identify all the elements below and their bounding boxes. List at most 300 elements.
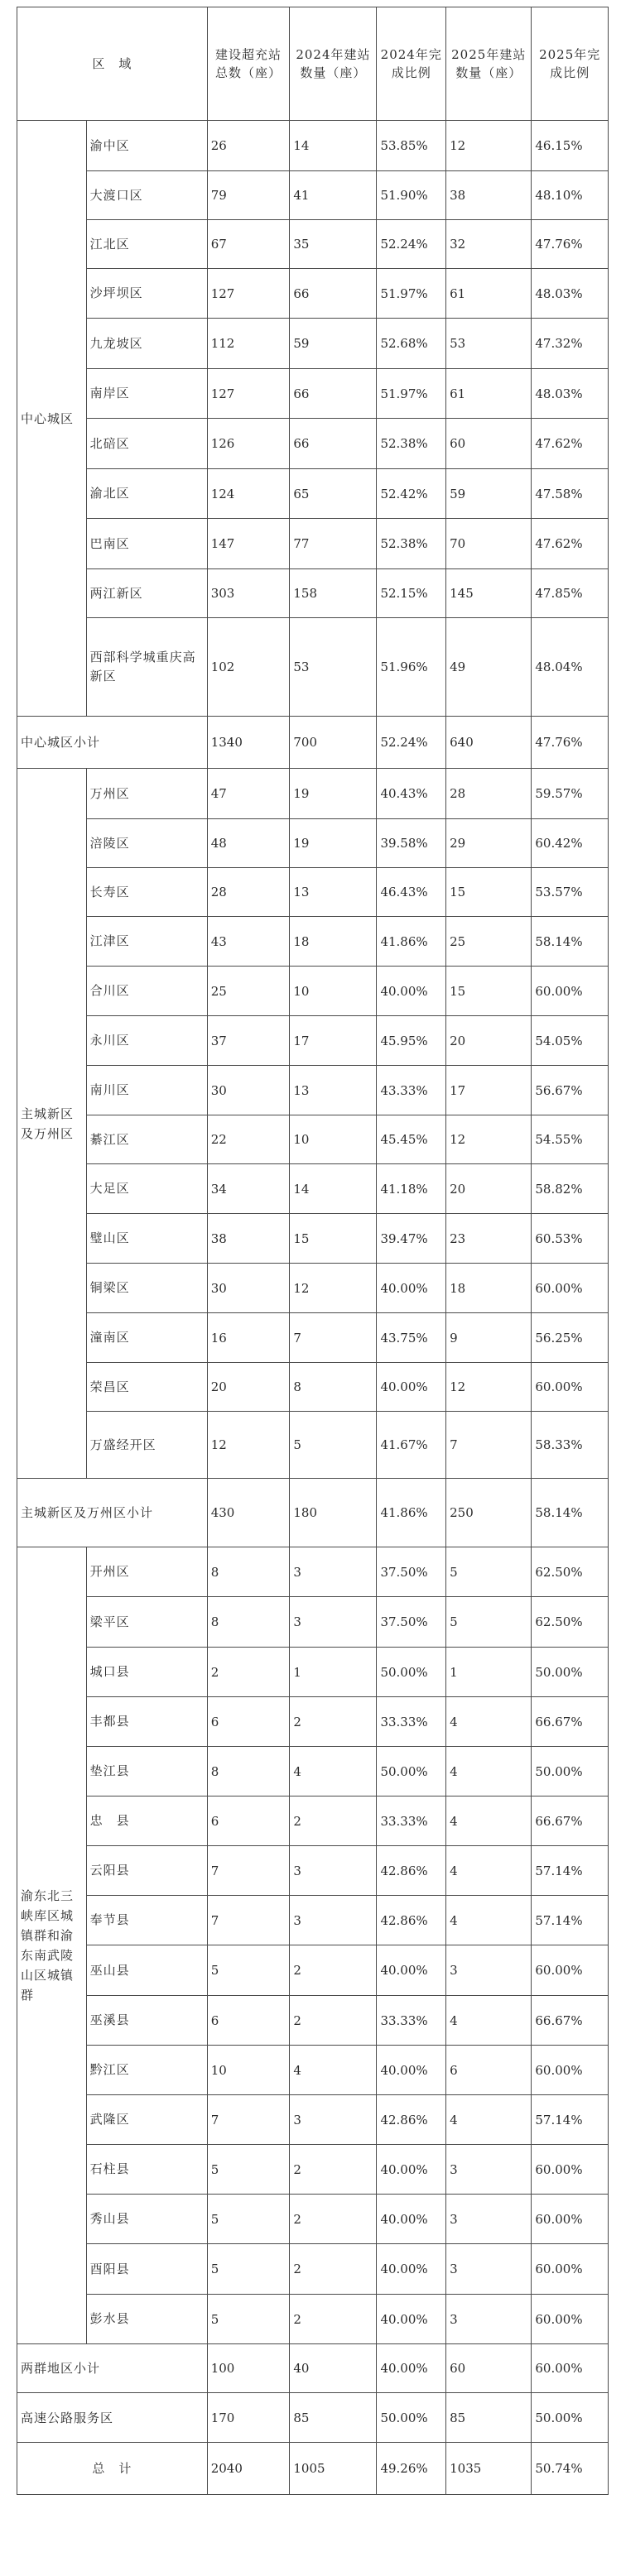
cell-y2025: 1035 [446,2443,532,2495]
cell-y2024: 59 [290,319,377,369]
district-cell: 黔江区 [86,2046,207,2095]
cell-r2024: 42.86% [377,1896,446,1945]
highway-row-label: 高速公路服务区 [17,2393,208,2443]
table-row [17,917,609,967]
cell-total: 12 [207,1412,290,1479]
table-row [17,2046,609,2095]
header-row [17,7,609,121]
district-cell: 云阳县 [86,1846,207,1896]
cell-total: 22 [207,1115,290,1164]
cell-total: 5 [207,1945,290,1996]
region-cell: 主城新区及万州区 [17,769,87,1479]
cell-r2025: 48.03% [532,369,609,419]
cell-y2025: 4 [446,1996,532,2046]
cell-y2025: 60 [446,2344,532,2393]
cell-total: 5 [207,2244,290,2295]
cell-r2024: 39.47% [377,1214,446,1264]
cell-r2025: 57.14% [532,2095,609,2145]
subtotal-row [17,2344,609,2393]
district-cell: 大足区 [86,1164,207,1214]
cell-y2024: 3 [290,1547,377,1597]
district-cell: 涪陵区 [86,819,207,868]
cell-y2025: 12 [446,1115,532,1164]
header-built-2025: 2025年建站数量（座） [446,7,532,121]
cell-y2024: 700 [290,717,377,769]
cell-total: 430 [207,1479,290,1547]
cell-y2025: 17 [446,1066,532,1115]
cell-y2025: 7 [446,1412,532,1479]
cell-r2025: 62.50% [532,1547,609,1597]
cell-y2025: 61 [446,269,532,319]
cell-y2025: 85 [446,2393,532,2443]
cell-y2024: 2 [290,1945,377,1996]
cell-y2024: 2 [290,1796,377,1846]
cell-r2025: 60.00% [532,2344,609,2393]
cell-r2024: 33.33% [377,1796,446,1846]
cell-r2025: 50.00% [532,1648,609,1697]
table-row [17,1547,609,1597]
cell-y2024: 66 [290,419,377,469]
cell-r2025: 66.67% [532,1796,609,1846]
table-row [17,1796,609,1846]
cell-total: 102 [207,618,290,717]
cell-y2024: 41 [290,171,377,220]
cell-r2025: 58.14% [532,1479,609,1547]
cell-total: 303 [207,569,290,618]
cell-y2024: 13 [290,868,377,917]
cell-r2025: 46.15% [532,121,609,171]
subtotal-label: 两群地区小计 [17,2344,208,2393]
table-row [17,2145,609,2195]
table-row [17,269,609,319]
cell-y2025: 12 [446,1363,532,1412]
cell-total: 47 [207,769,290,819]
cell-y2025: 38 [446,171,532,220]
cell-r2024: 42.86% [377,2095,446,2145]
cell-y2024: 3 [290,1597,377,1648]
cell-r2025: 60.00% [532,2195,609,2244]
cell-total: 5 [207,2145,290,2195]
cell-total: 16 [207,1313,290,1363]
cell-y2025: 5 [446,1547,532,1597]
header-ratio-2025: 2025年完成比例 [532,7,609,121]
district-cell: 合川区 [86,967,207,1016]
cell-y2024: 2 [290,2244,377,2295]
cell-r2024: 40.00% [377,2195,446,2244]
cell-y2024: 19 [290,769,377,819]
cell-y2025: 1 [446,1648,532,1697]
district-cell: 酉阳县 [86,2244,207,2295]
cell-y2024: 8 [290,1363,377,1412]
cell-y2025: 29 [446,819,532,868]
cell-y2024: 1005 [290,2443,377,2495]
header-region: 区 域 [17,7,208,121]
cell-y2025: 70 [446,519,532,569]
district-cell: 西部科学城重庆高新区 [86,618,207,717]
cell-r2024: 40.00% [377,2046,446,2095]
district-cell: 忠 县 [86,1796,207,1846]
cell-r2025: 60.00% [532,1264,609,1313]
cell-r2025: 57.14% [532,1896,609,1945]
district-cell: 九龙坡区 [86,319,207,369]
district-cell: 铜梁区 [86,1264,207,1313]
district-cell: 武隆区 [86,2095,207,2145]
cell-total: 30 [207,1264,290,1313]
cell-r2025: 60.00% [532,1363,609,1412]
cell-total: 1340 [207,717,290,769]
cell-y2025: 3 [446,2145,532,2195]
cell-total: 2040 [207,2443,290,2495]
cell-total: 7 [207,1896,290,1945]
cell-r2025: 58.33% [532,1412,609,1479]
cell-r2024: 50.00% [377,2393,446,2443]
district-cell: 梁平区 [86,1597,207,1648]
cell-y2024: 10 [290,967,377,1016]
cell-total: 6 [207,1697,290,1747]
cell-y2024: 35 [290,220,377,269]
cell-total: 7 [207,1846,290,1896]
cell-y2024: 5 [290,1412,377,1479]
table-row [17,121,609,171]
district-cell: 城口县 [86,1648,207,1697]
cell-total: 6 [207,1796,290,1846]
cell-r2025: 60.00% [532,2295,609,2344]
cell-total: 7 [207,2095,290,2145]
region-cell: 渝东北三峡库区城镇群和渝东南武陵山区城镇群 [17,1547,87,2344]
district-cell: 丰都县 [86,1697,207,1747]
cell-y2024: 13 [290,1066,377,1115]
cell-y2025: 145 [446,569,532,618]
district-cell: 巫山县 [86,1945,207,1996]
cell-total: 30 [207,1066,290,1115]
cell-total: 43 [207,917,290,967]
cell-y2025: 20 [446,1016,532,1066]
cell-total: 48 [207,819,290,868]
cell-r2024: 52.42% [377,469,446,519]
table-row [17,419,609,469]
district-cell: 彭水县 [86,2295,207,2344]
district-cell: 奉节县 [86,1896,207,1945]
cell-r2024: 52.24% [377,220,446,269]
table-row [17,1846,609,1896]
cell-r2025: 60.00% [532,967,609,1016]
table-row [17,1214,609,1264]
table-row [17,1264,609,1313]
table-row [17,1066,609,1115]
header-ratio-2024: 2024年完成比例 [377,7,446,121]
charging-station-table [17,7,609,2495]
cell-total: 20 [207,1363,290,1412]
cell-r2024: 45.45% [377,1115,446,1164]
cell-y2024: 65 [290,469,377,519]
cell-r2024: 50.00% [377,1648,446,1697]
cell-total: 8 [207,1747,290,1796]
cell-r2025: 58.14% [532,917,609,967]
cell-r2025: 48.04% [532,618,609,717]
cell-r2025: 60.00% [532,2145,609,2195]
cell-r2025: 47.62% [532,419,609,469]
cell-r2025: 60.00% [532,2046,609,2095]
cell-r2024: 52.38% [377,419,446,469]
cell-y2025: 5 [446,1597,532,1648]
cell-total: 126 [207,419,290,469]
table-row [17,1945,609,1996]
cell-r2024: 52.68% [377,319,446,369]
district-cell: 江北区 [86,220,207,269]
cell-r2025: 48.03% [532,269,609,319]
cell-total: 37 [207,1016,290,1066]
table-row [17,1412,609,1479]
district-cell: 綦江区 [86,1115,207,1164]
cell-r2024: 50.00% [377,1747,446,1796]
cell-r2025: 56.67% [532,1066,609,1115]
cell-total: 124 [207,469,290,519]
subtotal-label: 中心城区小计 [17,717,208,769]
cell-r2025: 56.25% [532,1313,609,1363]
cell-r2025: 47.32% [532,319,609,369]
district-cell: 万州区 [86,769,207,819]
cell-y2024: 14 [290,121,377,171]
cell-r2025: 54.05% [532,1016,609,1066]
district-cell: 垫江县 [86,1747,207,1796]
cell-total: 67 [207,220,290,269]
district-cell: 南川区 [86,1066,207,1115]
cell-r2024: 40.00% [377,1363,446,1412]
district-cell: 渝北区 [86,469,207,519]
cell-total: 100 [207,2344,290,2393]
district-cell: 江津区 [86,917,207,967]
cell-total: 112 [207,319,290,369]
cell-r2024: 40.00% [377,2344,446,2393]
cell-y2025: 3 [446,2244,532,2295]
cell-r2024: 53.85% [377,121,446,171]
table-row [17,319,609,369]
cell-y2024: 158 [290,569,377,618]
cell-y2025: 53 [446,319,532,369]
table-row [17,868,609,917]
cell-y2024: 2 [290,2195,377,2244]
cell-y2024: 53 [290,618,377,717]
cell-r2024: 52.24% [377,717,446,769]
cell-r2025: 60.00% [532,1945,609,1996]
cell-total: 28 [207,868,290,917]
cell-r2024: 41.86% [377,917,446,967]
table-row [17,1115,609,1164]
cell-r2024: 52.15% [377,569,446,618]
cell-total: 79 [207,171,290,220]
cell-r2025: 60.00% [532,2244,609,2295]
highway-row [17,2393,609,2443]
cell-y2024: 40 [290,2344,377,2393]
cell-r2025: 50.00% [532,2393,609,2443]
table-row [17,967,609,1016]
cell-y2024: 3 [290,1846,377,1896]
district-cell: 巫溪县 [86,1996,207,2046]
cell-y2024: 85 [290,2393,377,2443]
cell-total: 127 [207,269,290,319]
cell-r2024: 51.96% [377,618,446,717]
cell-total: 8 [207,1547,290,1597]
cell-y2024: 2 [290,2295,377,2344]
cell-y2024: 66 [290,269,377,319]
cell-r2024: 40.00% [377,967,446,1016]
table-row [17,618,609,717]
cell-r2025: 58.82% [532,1164,609,1214]
cell-y2024: 17 [290,1016,377,1066]
cell-r2025: 66.67% [532,1697,609,1747]
table-row [17,1164,609,1214]
table-row [17,1597,609,1648]
cell-y2025: 25 [446,917,532,967]
table-row [17,1896,609,1945]
cell-total: 170 [207,2393,290,2443]
cell-r2024: 39.58% [377,819,446,868]
cell-r2024: 51.97% [377,269,446,319]
header-built-2024: 2024年建站数量（座） [290,7,377,121]
cell-r2025: 47.76% [532,220,609,269]
header-total-stations: 建设超充站总数（座） [207,7,290,121]
cell-y2025: 4 [446,1747,532,1796]
cell-r2024: 40.00% [377,2145,446,2195]
cell-r2025: 50.00% [532,1747,609,1796]
cell-y2024: 4 [290,2046,377,2095]
table-row [17,2244,609,2295]
cell-r2024: 45.95% [377,1016,446,1066]
cell-y2025: 640 [446,717,532,769]
district-cell: 秀山县 [86,2195,207,2244]
cell-r2024: 40.43% [377,769,446,819]
cell-total: 5 [207,2195,290,2244]
cell-r2025: 54.55% [532,1115,609,1164]
district-cell: 永川区 [86,1016,207,1066]
cell-y2025: 4 [446,1896,532,1945]
cell-total: 10 [207,2046,290,2095]
cell-y2024: 7 [290,1313,377,1363]
table-row [17,469,609,519]
cell-r2024: 40.00% [377,2244,446,2295]
subtotal-row [17,1479,609,1547]
cell-r2025: 60.53% [532,1214,609,1264]
table-row [17,2295,609,2344]
cell-r2025: 60.42% [532,819,609,868]
cell-total: 127 [207,369,290,419]
district-cell: 两江新区 [86,569,207,618]
district-cell: 石柱县 [86,2145,207,2195]
cell-r2025: 47.85% [532,569,609,618]
table-row [17,1747,609,1796]
cell-y2025: 12 [446,121,532,171]
cell-y2025: 3 [446,1945,532,1996]
cell-r2024: 40.00% [377,1945,446,1996]
cell-y2024: 15 [290,1214,377,1264]
cell-y2024: 4 [290,1747,377,1796]
cell-r2024: 41.67% [377,1412,446,1479]
cell-y2025: 20 [446,1164,532,1214]
cell-y2025: 32 [446,220,532,269]
cell-y2025: 4 [446,1697,532,1747]
cell-r2024: 51.90% [377,171,446,220]
table-row [17,1648,609,1697]
cell-r2024: 43.33% [377,1066,446,1115]
district-cell: 荣昌区 [86,1363,207,1412]
cell-y2024: 2 [290,1697,377,1747]
cell-r2024: 37.50% [377,1547,446,1597]
cell-r2025: 66.67% [532,1996,609,2046]
grand-total-row-label: 总 计 [17,2443,208,2495]
cell-r2025: 50.74% [532,2443,609,2495]
cell-y2024: 180 [290,1479,377,1547]
cell-y2025: 4 [446,1796,532,1846]
district-cell: 潼南区 [86,1313,207,1363]
cell-total: 6 [207,1996,290,2046]
cell-y2025: 49 [446,618,532,717]
table-row [17,769,609,819]
cell-r2024: 43.75% [377,1313,446,1363]
table-row [17,220,609,269]
district-cell: 万盛经开区 [86,1412,207,1479]
district-cell: 巴南区 [86,519,207,569]
cell-y2024: 2 [290,2145,377,2195]
table-row [17,819,609,868]
cell-y2024: 12 [290,1264,377,1313]
district-cell: 北碚区 [86,419,207,469]
cell-y2025: 15 [446,868,532,917]
cell-r2024: 51.97% [377,369,446,419]
cell-y2025: 28 [446,769,532,819]
cell-y2024: 66 [290,369,377,419]
cell-total: 38 [207,1214,290,1264]
cell-y2025: 6 [446,2046,532,2095]
cell-r2024: 52.38% [377,519,446,569]
cell-y2025: 3 [446,2295,532,2344]
district-cell: 南岸区 [86,369,207,419]
table-row [17,369,609,419]
cell-r2025: 57.14% [532,1846,609,1896]
cell-r2025: 48.10% [532,171,609,220]
cell-y2024: 19 [290,819,377,868]
cell-r2025: 53.57% [532,868,609,917]
cell-r2024: 40.00% [377,2295,446,2344]
cell-y2025: 61 [446,369,532,419]
cell-y2024: 10 [290,1115,377,1164]
district-cell: 长寿区 [86,868,207,917]
cell-total: 2 [207,1648,290,1697]
cell-y2025: 15 [446,967,532,1016]
cell-y2024: 14 [290,1164,377,1214]
grand-total-row [17,2443,609,2495]
region-cell: 中心城区 [17,121,87,717]
cell-total: 26 [207,121,290,171]
cell-y2025: 250 [446,1479,532,1547]
table-row [17,519,609,569]
cell-total: 8 [207,1597,290,1648]
cell-total: 5 [207,2295,290,2344]
cell-y2025: 4 [446,1846,532,1896]
district-cell: 璧山区 [86,1214,207,1264]
cell-y2024: 18 [290,917,377,967]
cell-y2025: 60 [446,419,532,469]
cell-r2025: 59.57% [532,769,609,819]
cell-y2025: 59 [446,469,532,519]
district-cell: 渝中区 [86,121,207,171]
cell-total: 147 [207,519,290,569]
cell-r2024: 49.26% [377,2443,446,2495]
cell-r2024: 41.18% [377,1164,446,1214]
table-row [17,1016,609,1066]
subtotal-row [17,717,609,769]
cell-y2024: 3 [290,2095,377,2145]
table-row [17,171,609,220]
